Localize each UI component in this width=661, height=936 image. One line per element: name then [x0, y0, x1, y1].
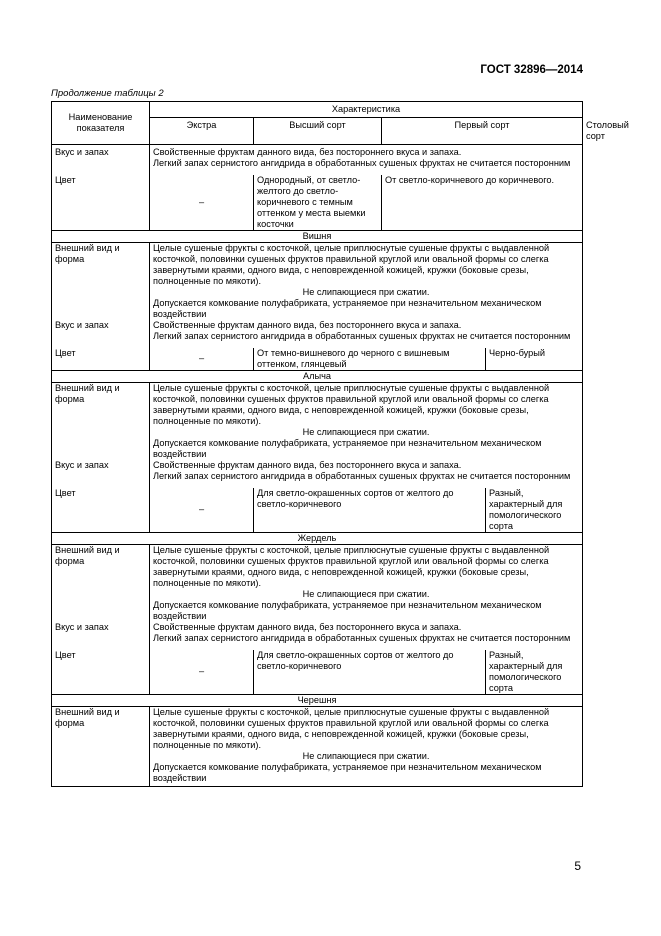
row-label-taste: Вкус и запах [52, 460, 150, 471]
table-row [52, 751, 583, 762]
appearance-no-stick: Не слипающиеся при сжатии. [150, 427, 583, 438]
color-extra: – [198, 666, 205, 676]
appearance-no-stick: Не слипающиеся при сжатии. [150, 589, 583, 600]
table-header-row [52, 102, 583, 118]
appearance-lumping: Допускается комкование полуфабриката, устраняемое при незначительном механическом воздействии [150, 438, 583, 460]
table-row [52, 298, 583, 320]
section-title-row [52, 370, 583, 382]
table-row [52, 348, 583, 371]
table-row [52, 471, 583, 482]
row-label-appearance: Внешний вид и форма [52, 382, 150, 427]
section-title-row [52, 230, 583, 242]
appearance-text: Целые сушеные фрукты с косточкой, целые приплюснутые сушеные фрукты с выдавленной косточкой, половинки сушеных фруктов правильной круглой или овальной формы со слегка завернутыми краями, одного вида, с неповрежденной кожицей, кружки (боковые срезы, полноценные по мякоти). [150, 544, 583, 589]
appearance-lumping: Допускается комкование полуфабриката, устраняемое при незначительном механическом воздействии [150, 762, 583, 787]
table-row [52, 144, 583, 158]
taste-line1: Свойственные фруктам данного вида, без постороннего вкуса и запаха. [150, 622, 583, 633]
table-row [52, 589, 583, 600]
table-row [52, 320, 583, 331]
table-row [52, 622, 583, 633]
section-title-vishnya: Вишня [52, 230, 583, 242]
row-label-appearance: Внешний вид и форма [52, 706, 150, 751]
row-label-appearance: Внешний вид и форма [52, 242, 150, 287]
row-label-color-zherdel: Цвет [52, 650, 150, 695]
taste-line2: Легкий запах сернистого ангидрида в обработанных сушеных фруктах не считается посторонним [150, 158, 583, 169]
table-row [52, 600, 583, 622]
appearance-text: Целые сушеные фрукты с косточкой, целые приплюснутые сушеные фрукты с выдавленной косточкой, половинки сушеных фруктов правильной круглой или овальной формы со слегка завернутыми краями, одного вида, с неповрежденной кожицей, кружки (боковые срезы, полноценные по мякоти). [150, 242, 583, 287]
table-row [52, 175, 583, 231]
section-title-chereshnya: Черешня [52, 694, 583, 706]
taste-line2: Легкий запах сернистого ангидрида в обработанных сушеных фруктах не считается посторонним [150, 471, 583, 482]
table-row [52, 706, 583, 751]
table-row [52, 460, 583, 471]
header-grade-extra: Экстра [150, 118, 254, 145]
color-high: Однородный, от светло-желтого до светло-коричневого с темным оттенком у места выемки косточки [254, 175, 382, 231]
row-label-taste: Вкус и запах [52, 144, 150, 158]
table-row [52, 427, 583, 438]
color-extra: – [198, 504, 205, 514]
table-row [52, 762, 583, 787]
row-label-taste: Вкус и запах [52, 622, 150, 633]
appearance-no-stick: Не слипающиеся при сжатии. [150, 751, 583, 762]
table-row [52, 650, 583, 695]
taste-line2: Легкий запах сернистого ангидрида в обработанных сушеных фруктах не считается посторонним [150, 331, 583, 342]
taste-line1: Свойственные фруктам данного вида, без постороннего вкуса и запаха. [150, 144, 583, 158]
color-table-alycha: Разный, характерный для помологического сорта [486, 488, 583, 533]
header-grade-first: Первый сорт [382, 118, 583, 145]
table-row [52, 382, 583, 427]
standard-code: ГОСТ 32896—2014 [480, 64, 583, 76]
color-main-zherdel: Для светло-окрашенных сортов от желтого до светло-коричневого [254, 650, 486, 695]
color-table-vishnya: Черно-бурый [486, 348, 583, 371]
color-first-table: От светло-коричневого до коричневого. [382, 175, 583, 231]
row-label-color-alycha: Цвет [52, 488, 150, 533]
row-label-color-vishnya: Цвет [52, 348, 150, 371]
appearance-no-stick: Не слипающиеся при сжатии. [150, 287, 583, 298]
header-grade-high: Высший сорт [254, 118, 382, 145]
taste-line1: Свойственные фруктам данного вида, без постороннего вкуса и запаха. [150, 460, 583, 471]
color-main-alycha: Для светло-окрашенных сортов от желтого до светло-коричневого [254, 488, 486, 533]
section-title-zherdel: Жердель [52, 532, 583, 544]
table-row [52, 287, 583, 298]
header-characteristic: Характеристика [150, 102, 583, 118]
page-number: 5 [574, 859, 581, 873]
row-label-taste: Вкус и запах [52, 320, 150, 331]
appearance-lumping: Допускается комкование полуфабриката, устраняемое при незначительном механическом воздействии [150, 600, 583, 622]
color-extra: – [150, 348, 254, 371]
color-table-zherdel: Разный, характерный для помологического сорта [486, 650, 583, 695]
color-main-vishnya: От темно-вишневого до черного с вишневым оттенком, глянцевый [254, 348, 486, 371]
table-row [52, 331, 583, 342]
table-row [52, 242, 583, 287]
table-subheader-row: Экстра Высший сорт Первый сорт Столовый сорт [52, 118, 583, 145]
taste-line1: Свойственные фруктам данного вида, без постороннего вкуса и запаха. [150, 320, 583, 331]
taste-line2: Легкий запах сернистого ангидрида в обработанных сушеных фруктах не считается посторонним [150, 633, 583, 644]
table-row [52, 438, 583, 460]
section-title-row [52, 694, 583, 706]
characteristics-table [51, 101, 629, 787]
color-extra: – [198, 196, 205, 207]
table-row [52, 544, 583, 589]
table-caption: Продолжение таблицы 2 [51, 88, 164, 99]
row-label-appearance: Внешний вид и форма [52, 544, 150, 589]
appearance-lumping: Допускается комкование полуфабриката, устраняемое при незначительном механическом воздействии [150, 298, 583, 320]
appearance-text: Целые сушеные фрукты с косточкой, целые приплюснутые сушеные фрукты с выдавленной косточкой, половинки сушеных фруктов правильной круглой или овальной формы со слегка завернутыми краями, одного вида, с неповрежденной кожицей, кружки (боковые срезы, полноценные по мякоти). [150, 706, 583, 751]
row-label-color: Цвет [52, 175, 150, 231]
section-title-alycha: Алыча [52, 370, 583, 382]
table-row [52, 158, 583, 169]
table-row [52, 633, 583, 644]
table-row [52, 488, 583, 533]
appearance-text: Целые сушеные фрукты с косточкой, целые приплюснутые сушеные фрукты с выдавленной косточкой, половинки сушеных фруктов правильной круглой или овальной формы со слегка завернутыми краями, одного вида, с неповрежденной кожицей, кружки (боковые срезы, полноценные по мякоти). [150, 382, 583, 427]
header-name-cell: Наименование показателя [52, 102, 150, 145]
section-title-row [52, 532, 583, 544]
